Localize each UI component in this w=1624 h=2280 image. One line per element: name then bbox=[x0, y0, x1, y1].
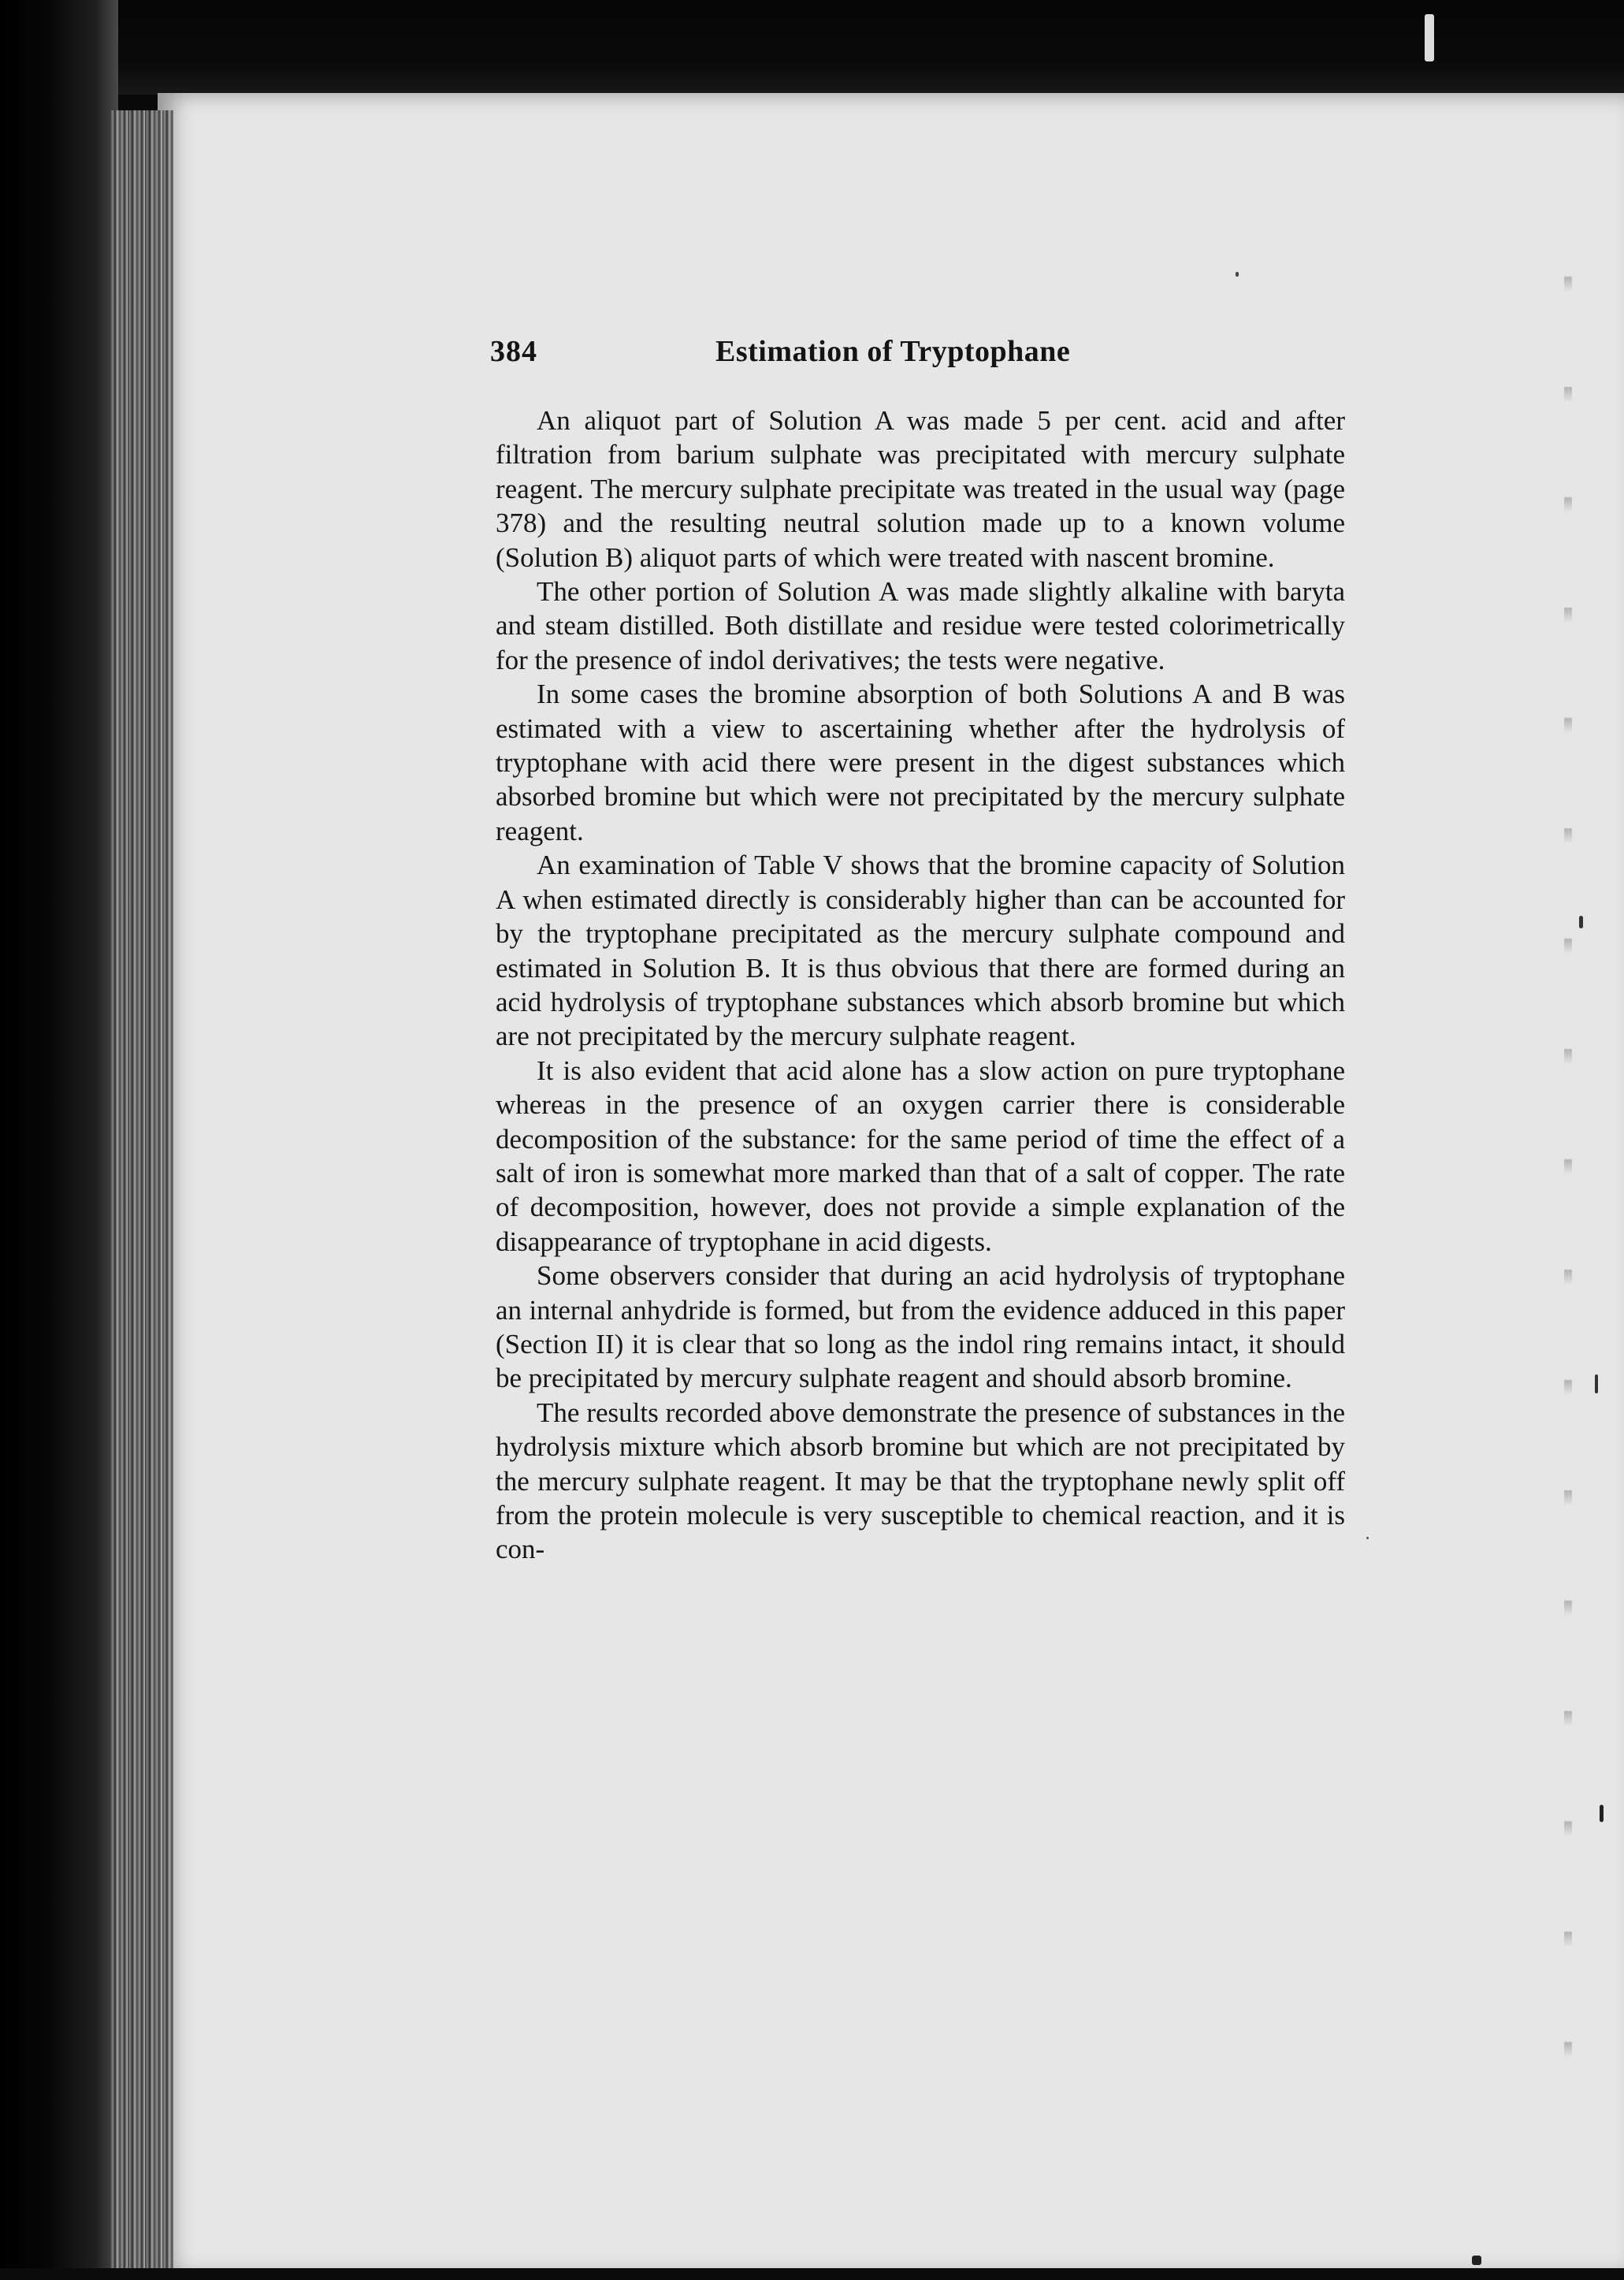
body-text bbox=[496, 404, 1345, 1567]
scan-speck bbox=[1579, 916, 1583, 928]
running-title: Estimation of Tryptophane bbox=[715, 335, 1071, 368]
right-page-edge-marks bbox=[1564, 181, 1572, 2152]
paragraph: The results recorded above demonstrate the presence of substances in the hydrolysis mixture which absorb bromine but which are not precipitated by the mercury sulphate reagent. It may be that the tryptophane newly split off from the protein molecule is very susceptible to chemical reaction, and it is con- bbox=[496, 1397, 1345, 1565]
page-stack-edge bbox=[110, 110, 173, 2270]
paragraph: In some cases the bromine absorption of both Solutions A and B was estimated with a view to ascertaining whether after the hydrolysis of tryptophane with acid there were present in the digest substances which absorbed bromine but which were not precipitated by the mercury sulphate reagent. bbox=[496, 679, 1345, 846]
paragraph: An examination of Table V shows that the bromine capacity of Solution A when estimated directly is considerably higher than can be accounted for by the tryptophane precipitated as the mercury sulphate compound and estimated in Solution B. It is thus obvious that there are formed during an acid hydrolysis of tryptophane substances which absorb bromine but which are not precipitated by the mercury sulphate reagent. bbox=[496, 850, 1345, 1052]
scan-speck bbox=[1600, 1805, 1604, 1822]
paragraph: An aliquot part of Solution A was made 5 per cent. acid and after filtration from barium sulphate was precipitated with mercury sulphate reagent. The mercury sulphate precipitate was treated in the usual way (page 378) and the resulting neutral solution made up to a known volume (Solution B) aliquot parts of which were treated with nascent bromine. bbox=[496, 405, 1345, 573]
scan-speck bbox=[1595, 1374, 1598, 1393]
paragraph: Some observers consider that during an acid hydrolysis of tryptophane an internal anhydride is formed, but from the evidence adduced in this paper (Section II) it is clear that so long as the indol ring remains intact, it should be precipitated by mercury sulphate reagent and should absorb bromine. bbox=[496, 1260, 1345, 1394]
paragraph: The other portion of Solution A was made slightly alkaline with baryta and steam distilled. Both distillate and residue were tested colorimetrically for the presence of indol derivatives; the tests were negative. bbox=[496, 576, 1345, 675]
scan-speck bbox=[1366, 1537, 1369, 1539]
scan-speck bbox=[1472, 2256, 1481, 2265]
bottom-dark-border bbox=[0, 2268, 1624, 2280]
page-number: 384 bbox=[490, 335, 537, 368]
book-binding-edge bbox=[0, 0, 118, 2280]
running-head bbox=[490, 334, 1357, 374]
scan-speck bbox=[1425, 14, 1434, 61]
scan-speck bbox=[1236, 272, 1239, 277]
top-dark-border bbox=[0, 0, 1624, 95]
paragraph: It is also evident that acid alone has a slow action on pure tryptophane whereas in the presence of an oxygen carrier there is considerable decomposition of the substance: for the same period of time the effect of a salt of iron is somewhat more marked than that of a salt of copper. The rate of decomposition, however, does not provide a simple explanation of the disappearance of tryptophane in acid digests. bbox=[496, 1054, 1345, 1257]
